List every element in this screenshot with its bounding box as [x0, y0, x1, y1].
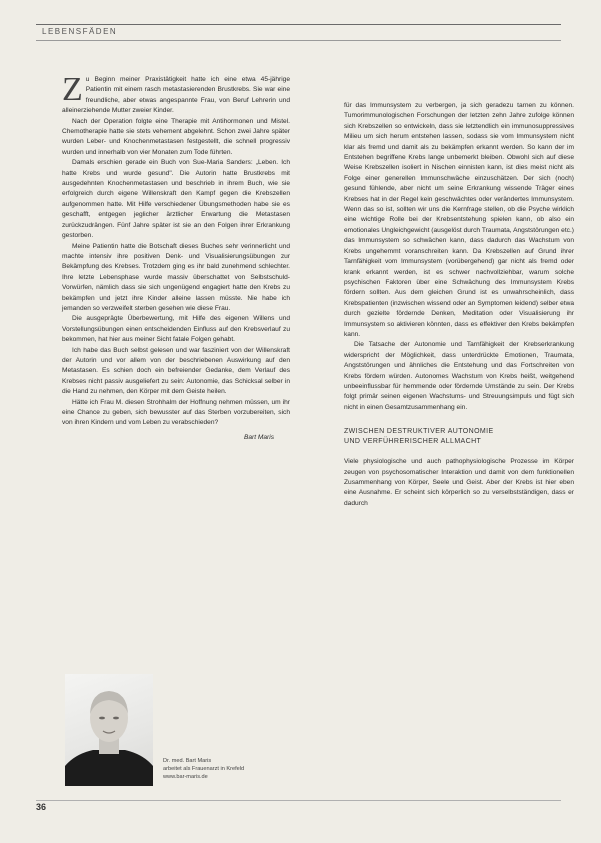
- right-column: [344, 101, 574, 509]
- page-number: 36: [36, 802, 47, 812]
- author-portrait-illustration: [65, 674, 153, 786]
- body-paragraph: Nach der Operation folgte eine Therapie mit Antihormonen und Mistel. Chemotherapie hatte sie stets vehement abgelehnt. Schon zwei Jahre später wurden Leber- und Knochenmetastasen festgestellt, die schnell progressiv wurden und innerhalb von vier Monaten zum Tode führten.: [62, 117, 290, 156]
- dropcap: Z: [62, 71, 83, 108]
- author-photo: [65, 674, 153, 786]
- body-paragraph: für das Immunsystem zu verbergen, ja sich geradezu tarnen zu können. Tumorimmunologischen Forschungen der letzten zehn Jahre zufolge können sich Krebszellen so entwickeln, dass sie letztendlich ein immunosuppressives Milieu um sich herum entstehen lassen, sodass sie vom Immunsystem nicht klar als fremd und damit als zu bekämpfen erkannt werden. So kann der im Entstehen begriffene Krebs lange unbemerkt bleiben. Obwohl sich auf diese Weise Krebszellen isoliert in Nischen einnisten kann, ist dies meist nicht als Folge einer generellen Immunschwäche einzuschätzen. Der sich (noch) gesund fühlende, aber nicht um seine Erkrankung wissende Träger eines Krebses hat in der Regel kein geschwächtes oder verändertes Immunsystem. Wenn das so ist, sollten wir uns die Kernfrage stellen, ob die Psyche wirklich eine wichtige Rolle bei der Krebsentstehung spielen kann, ob also ein emotionales Ungleichgewicht (ausgelöst durch Traumata, Angststörungen etc.) das Immunsystem so schwächen kann, dass dadurch das Wachstum von Krebs ungehemmt voranschreiten kann. Da Krebszellen auf Grund ihrer Tarnfähigkeit vom Immunsystem (vorübergehend) gar nicht als fremd oder krank erkannt werden, ist es schwer nachvollziehbar, warum solche psychischen Faktoren über eine Schwächung des Immunsystem Krebs fördern sollten. Aus dem gleichen Grund ist es unwahrscheinlich, dass Krebspatienten (inzwischen wissend oder an Symptomen leidend) selber etwa durch gezielte fördernde Denken, Meditation oder Visualisierung ihr Immunsystem so aktivieren könnten, dass es effektiver den Krebs bekämpfen kann.: [344, 102, 574, 338]
- left-column: [62, 71, 290, 443]
- body-paragraph: Viele physiologische und auch pathophysiologische Prozesse im Körper zeugen von psychosomatischer Interaktion und damit von dem funktionellen Zusammenhang von Körper, Seele und Geist. Aber der Krebs ist hier eben eine Ausnahme. Er scheint sich körperlich so zu verselbstständigen, dass er dadurch: [344, 458, 574, 507]
- author-signature: Bart Maris: [243, 433, 274, 441]
- body-paragraph: Hätte ich Frau M. diesen Strohhalm der Hoffnung nehmen müssen, um ihr eine Chance zu geben, sich bewusster auf das Sterben vorzubereiten, sich von ihren Kindern und vom Leben zu verabschieden?: [62, 398, 290, 427]
- body-paragraph: Damals erschien gerade ein Buch von Sue-Maria Sanders: „Leben. Ich hatte Krebs und wurde gesund". Die Autorin hatte Brustkrebs mit ausgedehnten Knochenmetastasen und beschrieb in ihrem Buch, wie sie erfolgreich durch eigene Willenskraft den Kampf gegen die Krebszellen aufgenommen hatte. Mit Hilfe verschiedener Übungsmethoden habe sie es geschafft, entgegen jeglicher ärztlicher Erwartung die Metastasen zurückzudrängen. Fünf Jahre später ist sie an den Folgen ihrer Erkrankung gestorben.: [62, 159, 290, 240]
- footer-rule: [36, 800, 561, 801]
- lead-paragraph: Zu Beginn meiner Praxistätigkeit hatte ich eine etwa 45-jährige Patientin mit einem rasch metastasierenden Brustkrebs. Sie war eine freundliche, aber etwas angespannte Frau, von Beruf Lehrerin und alleinerziehende Mutter zweier Kinder.: [62, 71, 290, 115]
- body-paragraph: Ich habe das Buch selbst gelesen und war fasziniert von der Willenskraft der Autorin und vor allem von der beschriebenen Auswirkung auf den Metastasen. Es schien doch ein befreiender Gedanke, dem Verlauf des Krebses nicht passiv ausgeliefert zu sein: Autonomie, das Schicksal selber in die Hand zu nehmen, den Körper mit dem Geiste heilen.: [62, 346, 290, 396]
- body-paragraph: Meine Patientin hatte die Botschaft dieses Buches sehr verinnerlicht und machte intensiv ihre positiven Denk- und Visualisierungsübungen zur Bekämpfung des Krebses. Trotzdem ging es ihr bald zunehmend schlechter. Ihre letzte Lebensphase wurde massiv überschattet von Selbstschuld-Vorwürfen, nämlich dass sie sich ungenügend engagiert hatte den Krebs zu bekämpfen und jetzt ihre Kinder alleine lassen müsste. Nie habe ich jemanden so verzweifelt sterben gesehen wie diese Frau.: [62, 242, 290, 312]
- section-label: LEBENSFÄDEN: [42, 27, 118, 36]
- photo-caption: Dr. med. Bart Maris arbeitet als Frauenarzt in Krefeld www.bar-maris.de: [163, 758, 245, 780]
- body-paragraph: Die Tatsache der Autonomie und Tarnfähigkeit der Krebserkrankung widerspricht der Möglichkeit, dass unterdrückte Emotionen, Traumata, Angststörungen und ähnliches die Entstehung und das Fortschreiten von Krebs fördern würden. Autonomes Wachstum von Krebs heißt, weitgehend unbeeinflussbar für hemmende oder fördernde Umstände zu sein. Der Krebs folgt primär seinen eigenen Wachstums- und Streuungsimpuls und fügt sich nicht in einen Gesamtzusammenhang ein.: [344, 341, 574, 411]
- body-paragraph: Die ausgeprägte Überbewertung, mit Hilfe des eigenen Willens und Vorstellungsübungen einen entscheidenden Einfluss auf den Krebsverlauf zu bekommen, hat hier aus meiner Sicht fatale Folgen gehabt.: [62, 315, 290, 344]
- subheading: ZWISCHEN DESTRUKTIVER AUTONOMIE UND VERFÜHRERISCHER ALLMACHT: [344, 428, 494, 446]
